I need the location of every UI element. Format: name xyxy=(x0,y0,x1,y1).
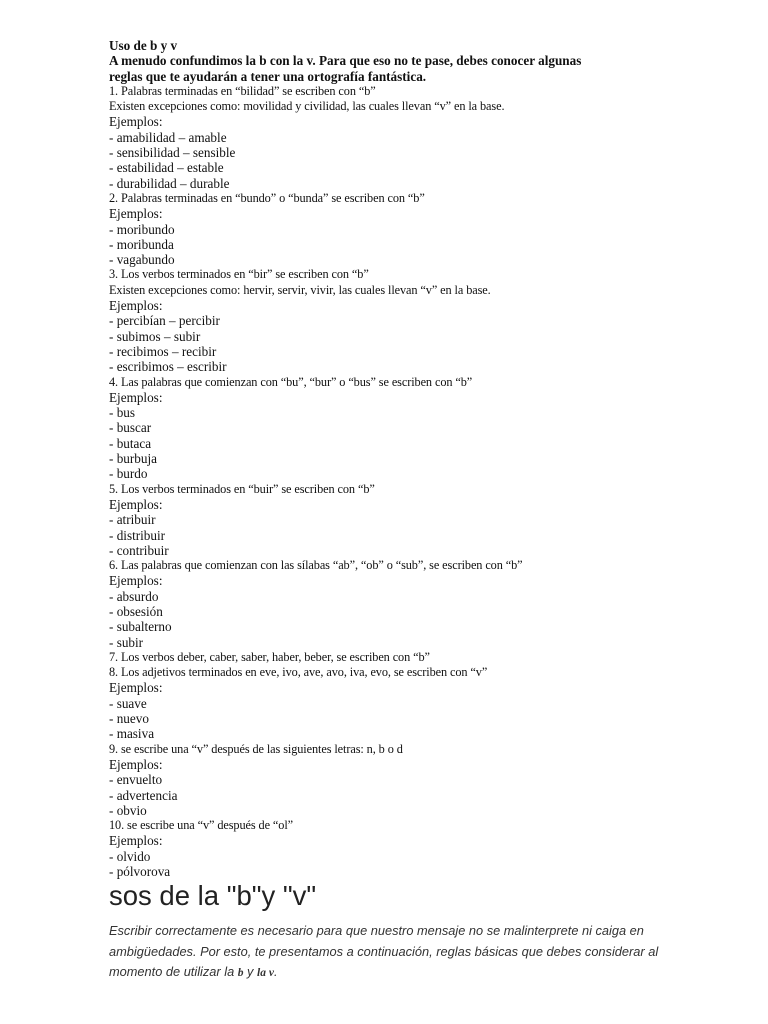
rules-document xyxy=(109,38,669,879)
section-heading: sos de la "b"y "v" xyxy=(109,880,317,912)
list-item: - pólvorova xyxy=(109,864,171,880)
list-item: - masiva xyxy=(109,726,155,742)
paragraph-connector: y xyxy=(243,963,258,979)
list-item: Ejemplos: xyxy=(109,206,163,222)
rule-line: 6. Las palabras que comienzan con las sílabas “ab”, “ob” o “sub”, se escriben con “b” xyxy=(109,558,523,573)
list-item: - moribundo xyxy=(109,221,175,237)
document-page xyxy=(109,38,669,996)
letter-v: la v xyxy=(257,966,274,979)
list-item: Ejemplos: xyxy=(109,298,163,314)
rule-line: 5. Los verbos terminados en “buir” se escriben con “b” xyxy=(109,481,375,496)
rule-line: 10. se escribe una “v” después de “ol” xyxy=(109,818,293,833)
list-item: - recibimos – recibir xyxy=(109,343,217,359)
list-item: - durabilidad – durable xyxy=(109,175,230,191)
list-item: - obvio xyxy=(109,802,147,818)
list-item: - bus xyxy=(109,405,136,421)
list-item: - atribuir xyxy=(109,512,156,528)
list-item: - burdo xyxy=(109,466,148,482)
list-item: - butaca xyxy=(109,435,152,451)
rule-line: 4. Las palabras que comienzan con “bu”, “bur” o “bus” se escriben con “b” xyxy=(109,374,473,389)
list-item: - buscar xyxy=(109,420,152,436)
list-item: Ejemplos: xyxy=(109,389,163,405)
rule-line: Existen excepciones como: movilidad y civilidad, las cuales llevan “v” en la base. xyxy=(109,99,505,114)
rule-line: 8. Los adjetivos terminados en eve, ivo, ave, avo, iva, evo, se escriben con “v” xyxy=(109,665,488,680)
rule-line: 3. Los verbos terminados en “bir” se escriben con “b” xyxy=(109,267,369,282)
list-item: Ejemplos: xyxy=(109,756,163,772)
list-item: Ejemplos: xyxy=(109,114,163,130)
list-item: - envuelto xyxy=(109,772,163,788)
list-item: - olvido xyxy=(109,848,151,864)
list-item: - distribuir xyxy=(109,527,166,543)
list-item: - obsesión xyxy=(109,603,163,619)
rule-line: 2. Palabras terminadas en “bundo” o “bunda” se escriben con “b” xyxy=(109,190,425,205)
list-item: Ejemplos: xyxy=(109,496,163,512)
list-item: Ejemplos: xyxy=(109,680,163,696)
intro-paragraph xyxy=(109,921,669,983)
list-item: - advertencia xyxy=(109,787,178,803)
rule-line: 1. Palabras terminadas en “bilidad” se escriben con “b” xyxy=(109,83,376,98)
list-item: - burbuja xyxy=(109,451,157,467)
list-item: - amabilidad – amable xyxy=(109,129,227,145)
rules-list xyxy=(109,84,669,879)
intro-line-1: A menudo confundimos la b con la v. Para que eso no te pase, debes conocer algunas xyxy=(109,53,582,69)
paragraph-text: Escribir correctamente es necesario para que nuestro mensaje no se malinterprete ni caiga en ambigüedades. Por esto, te presentamos a continuación, reglas básicas que debes considerar al momento de utilizar la xyxy=(109,923,659,979)
list-item: - contribuir xyxy=(109,542,169,558)
list-item: - vagabundo xyxy=(109,252,175,268)
list-item: Ejemplos: xyxy=(109,573,163,589)
paragraph-tail: . xyxy=(273,963,278,979)
list-item: - moribunda xyxy=(109,236,174,252)
list-item: - suave xyxy=(109,695,147,711)
list-item: - sensibilidad – sensible xyxy=(109,145,236,161)
rule-line: Existen excepciones como: hervir, servir, vivir, las cuales llevan “v” en la base. xyxy=(109,282,491,297)
list-item: - estabilidad – estable xyxy=(109,160,224,176)
list-item: - percibían – percibir xyxy=(109,313,220,329)
document-title: Uso de b y v xyxy=(109,38,178,53)
list-item: - nuevo xyxy=(109,711,149,727)
rule-line: 9. se escribe una “v” después de las siguientes letras: n, b o d xyxy=(109,741,403,756)
letter-b: b xyxy=(237,966,244,979)
list-item: - subir xyxy=(109,634,144,650)
list-item: - subalterno xyxy=(109,619,172,635)
list-item: Ejemplos: xyxy=(109,833,163,849)
list-item: - subimos – subir xyxy=(109,328,201,344)
intro-line-2: reglas que te ayudarán a tener una ortografía fantástica. xyxy=(109,68,427,84)
list-item: - absurdo xyxy=(109,588,159,604)
list-item: - escribimos – escribir xyxy=(109,359,227,375)
rule-line: 7. Los verbos deber, caber, saber, haber, beber, se escriben con “b” xyxy=(109,649,430,664)
